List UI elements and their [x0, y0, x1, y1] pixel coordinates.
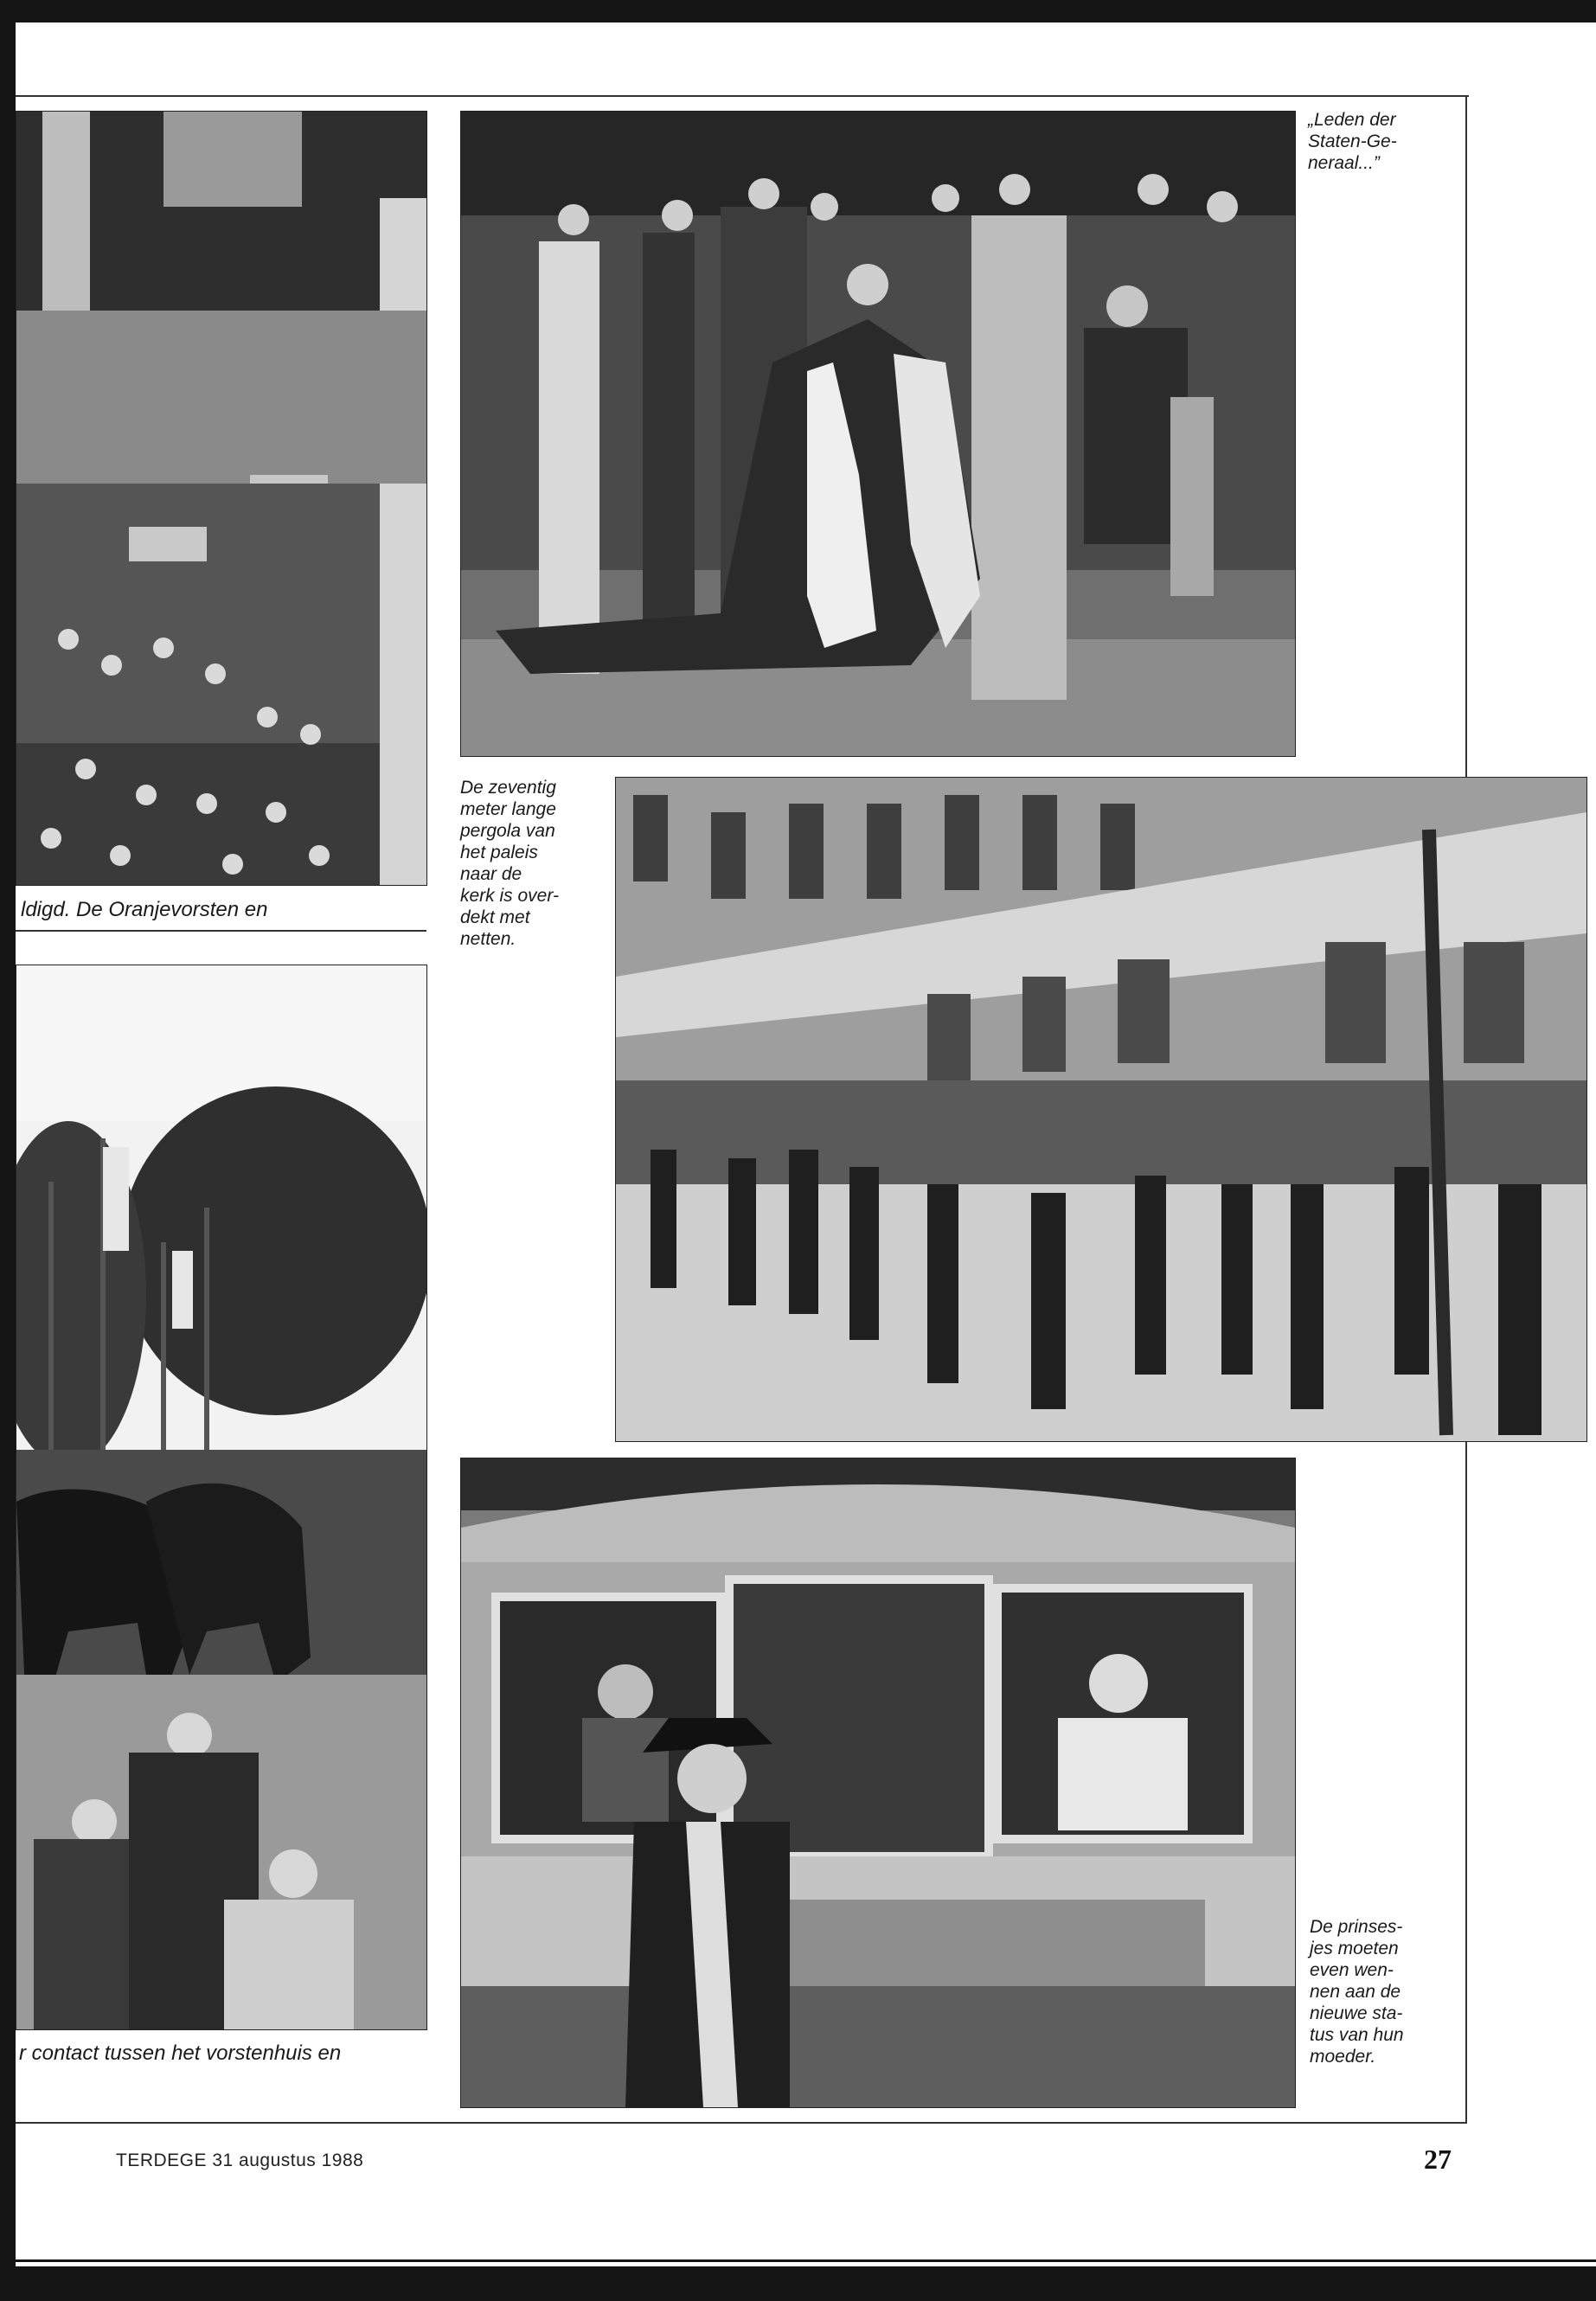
caption-line: kerk is over-	[460, 886, 559, 906]
caption-line: neraal...”	[1308, 153, 1380, 173]
photo-cathedral-interior	[16, 111, 427, 886]
caption-line: naar de	[460, 864, 522, 884]
page-border-bottom	[0, 2266, 1596, 2301]
frame-line-left-divider-1	[16, 930, 426, 932]
caption-line: nieuwe sta-	[1310, 2003, 1403, 2023]
caption-line: moeder.	[1310, 2047, 1376, 2067]
caption-staten-generaal	[1308, 109, 1397, 174]
caption-cutoff-oranjevorsten: ldigd. De Oranjevorsten en	[21, 898, 268, 921]
caption-cutoff-vorstenhuis: r contact tussen het vorstenhuis en	[19, 2041, 342, 2065]
frame-line-top	[16, 95, 1469, 97]
page-number: 27	[1424, 2144, 1452, 2175]
footer-publication: TERDEGE 31 augustus 1988	[116, 2150, 364, 2170]
caption-line: het paleis	[460, 843, 538, 862]
photo-golden-coach	[460, 1458, 1296, 2108]
caption-pergola	[460, 777, 559, 950]
caption-prinsesjes	[1310, 1916, 1404, 2067]
photo-palace-pergola	[615, 777, 1587, 1442]
caption-line: tus van hun	[1310, 2025, 1404, 2045]
caption-line: netten.	[460, 929, 516, 949]
caption-line: nen aan de	[1310, 1982, 1401, 2002]
caption-line: pergola van	[460, 821, 555, 841]
caption-line: even wen-	[1310, 1960, 1394, 1980]
page-border-top	[0, 0, 1596, 22]
caption-line: „Leden der	[1308, 110, 1396, 130]
frame-line-bottom	[16, 2122, 1467, 2124]
photo-inauguration-ceremony	[460, 111, 1296, 757]
page-border-left	[0, 0, 16, 2301]
caption-line: jes moeten	[1310, 1939, 1399, 1958]
caption-line: De prinses-	[1310, 1917, 1403, 1937]
caption-line: De zeventig	[460, 778, 556, 798]
caption-line: meter lange	[460, 799, 556, 819]
photo-procession-horses	[16, 965, 427, 2030]
caption-line: dekt met	[460, 907, 530, 927]
caption-line: Staten-Ge-	[1308, 131, 1397, 151]
page-border-bottomline	[16, 2259, 1596, 2262]
